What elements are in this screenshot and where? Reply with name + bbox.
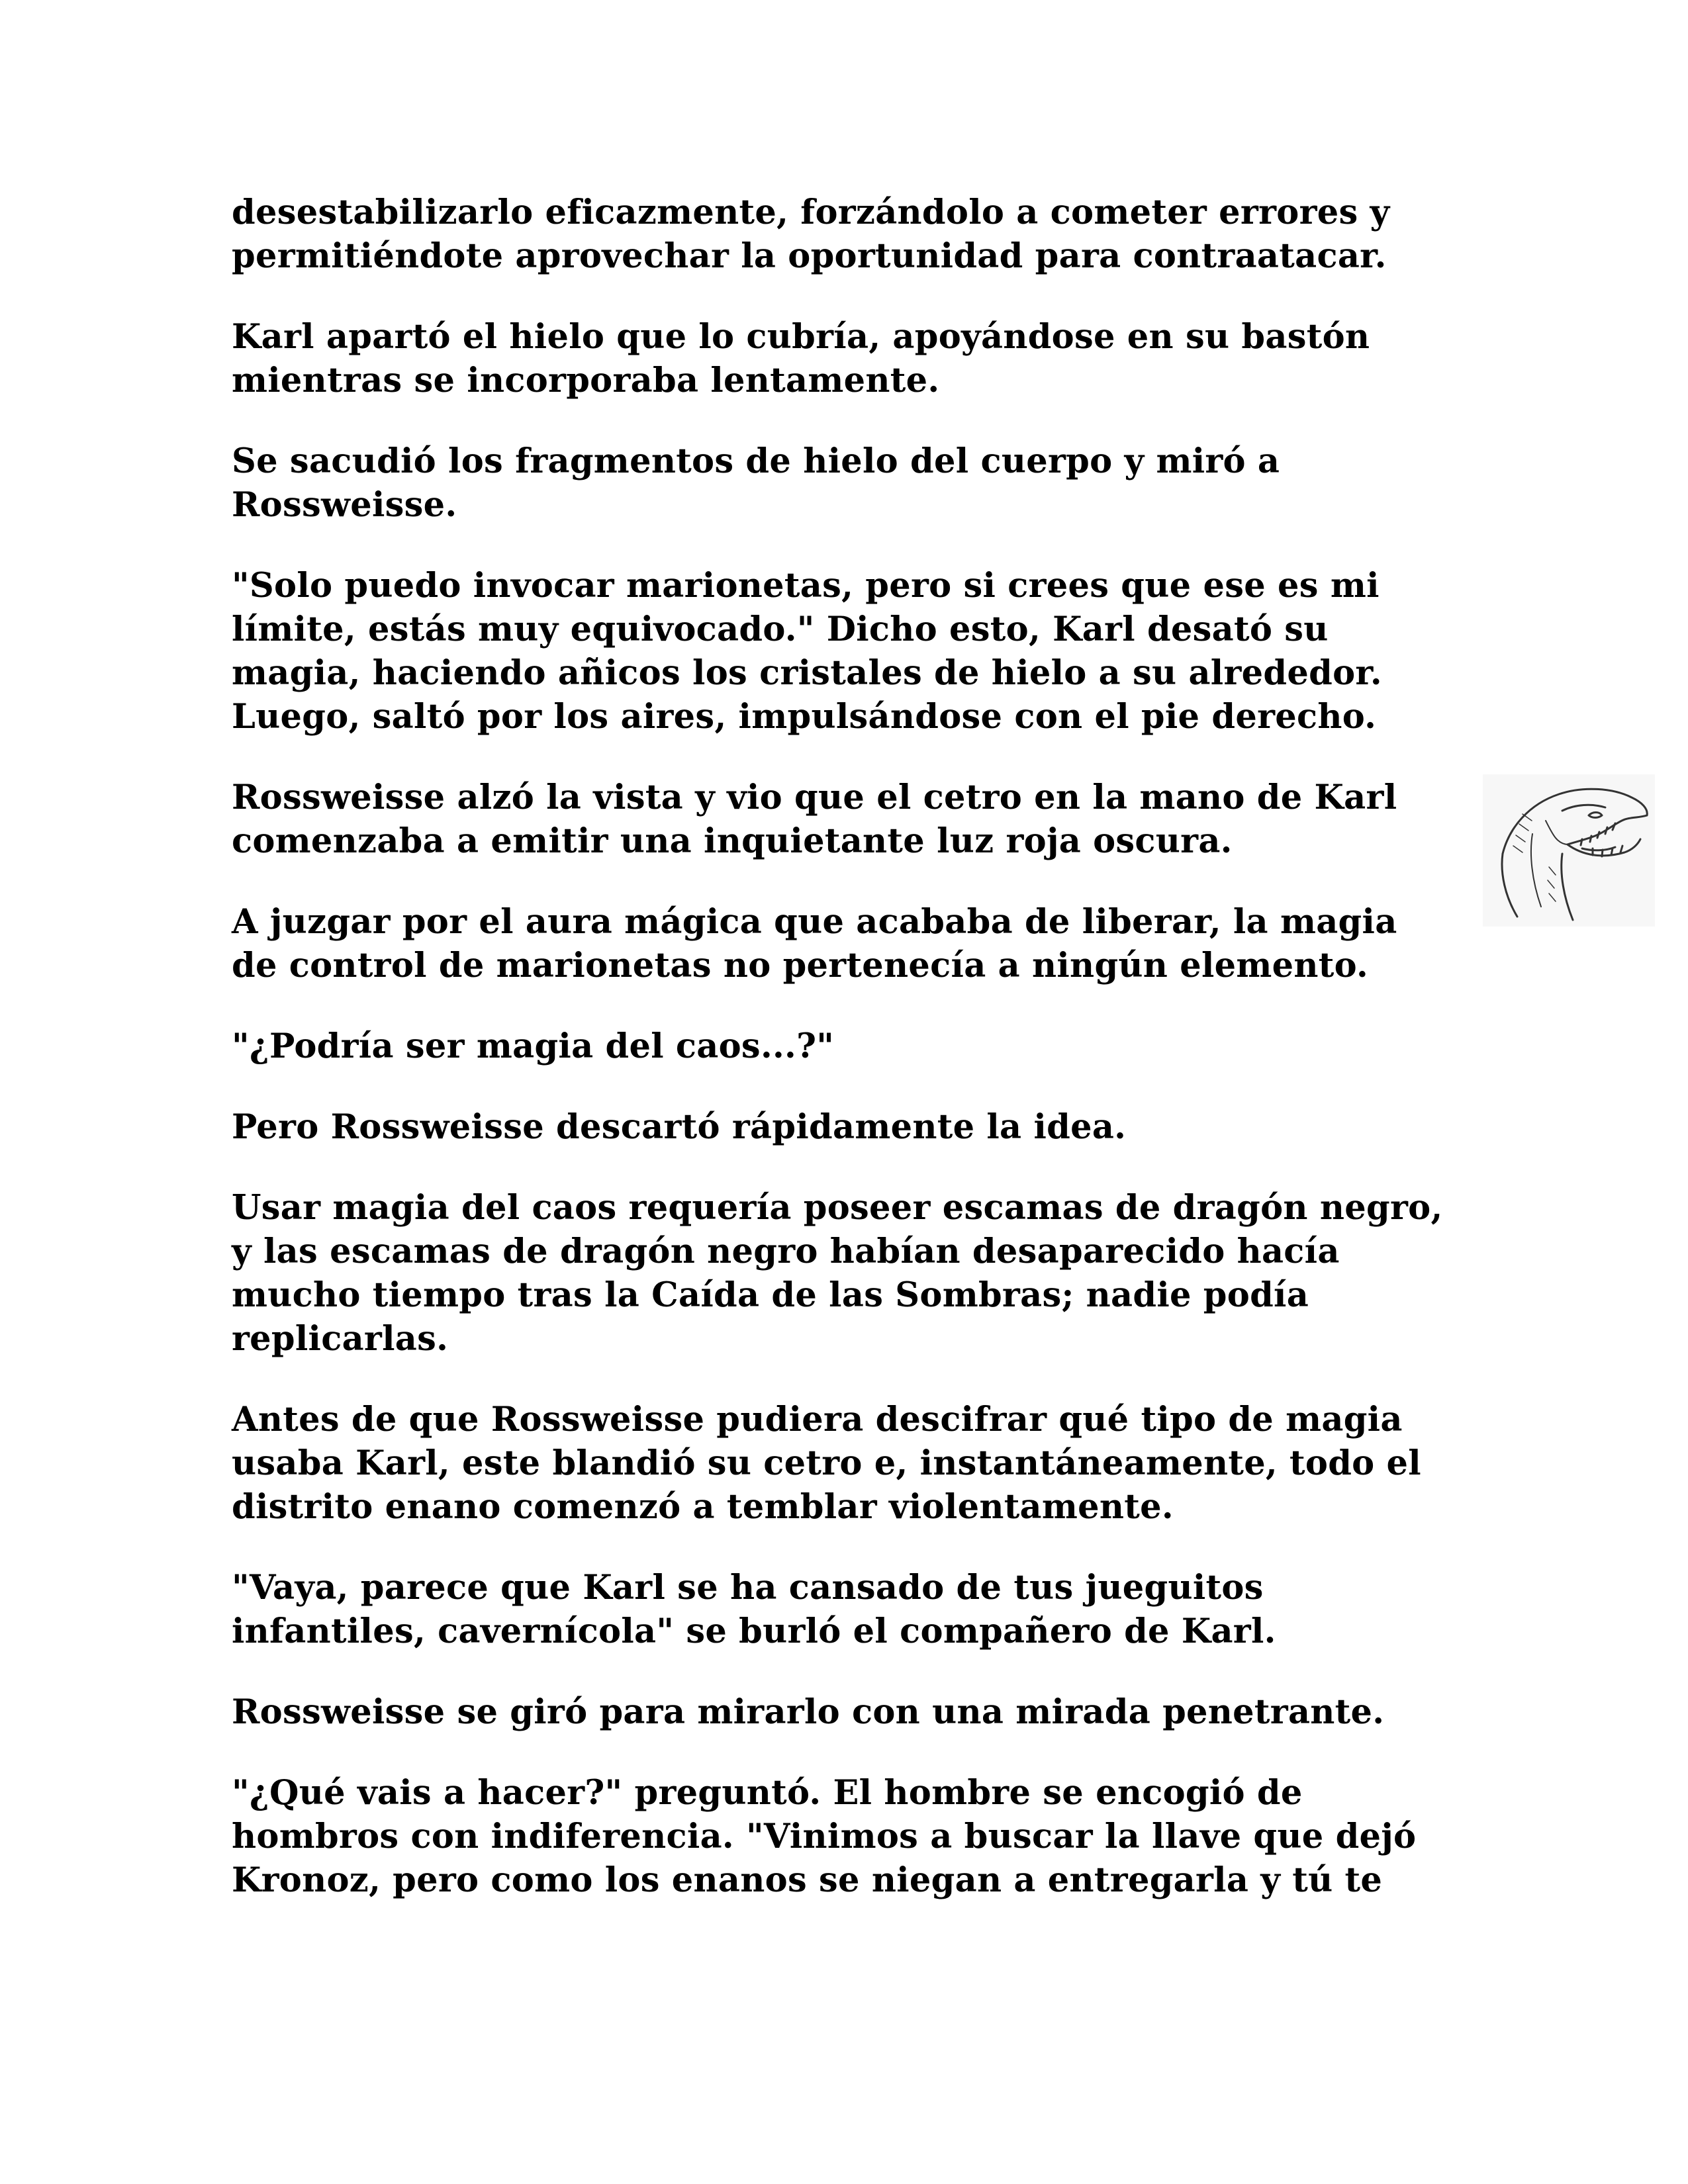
paragraph	[232, 315, 1463, 402]
text-line: replicarlas.	[232, 1319, 449, 1359]
paragraph	[232, 1024, 1463, 1068]
text-line: "¿Qué vais a hacer?" preguntó. El hombre se encogió de	[232, 1773, 1303, 1813]
text-line: usaba Karl, este blandió su cetro e, instantáneamente, todo el	[232, 1443, 1421, 1483]
paragraph	[232, 1771, 1463, 1902]
text-line: Se sacudió los fragmentos de hielo del cuerpo y miró a	[232, 441, 1280, 481]
text-line: distrito enano comenzó a temblar violentamente.	[232, 1487, 1174, 1527]
text-line: Karl apartó el hielo que lo cubría, apoyándose en su bastón	[232, 317, 1370, 357]
paragraph	[232, 1566, 1463, 1653]
paragraph	[232, 776, 1463, 863]
paragraph	[232, 1105, 1463, 1149]
text-line: Usar magia del caos requería poseer escamas de dragón negro,	[232, 1188, 1443, 1228]
paragraph	[232, 1690, 1463, 1734]
paragraph	[232, 1398, 1463, 1529]
text-line: "¿Podría ser magia del caos...?"	[232, 1026, 835, 1066]
text-line: mucho tiempo tras la Caída de las Sombras; nadie podía	[232, 1275, 1309, 1315]
paragraph	[232, 564, 1463, 739]
paragraph	[232, 1186, 1463, 1361]
text-line: "Vaya, parece que Karl se ha cansado de tus jueguitos	[232, 1568, 1264, 1608]
paragraph	[232, 900, 1463, 987]
text-line: Rossweisse alzó la vista y vio que el cetro en la mano de Karl	[232, 778, 1397, 817]
dinosaur-head-sketch-icon	[1483, 774, 1655, 927]
text-line: Luego, saltó por los aires, impulsándose con el pie derecho.	[232, 697, 1377, 737]
text-line: Rossweisse se giró para mirarlo con una mirada penetrante.	[232, 1692, 1385, 1732]
text-line: magia, haciendo añicos los cristales de hielo a su alrededor.	[232, 653, 1382, 693]
body-text	[232, 191, 1463, 1939]
text-line: Kronoz, pero como los enanos se niegan a entregarla y tú te	[232, 1860, 1383, 1900]
text-line: de control de marionetas no pertenecía a ningún elemento.	[232, 946, 1369, 985]
paragraph	[232, 191, 1463, 278]
text-line: hombros con indiferencia. "Vinimos a buscar la llave que dejó	[232, 1817, 1417, 1856]
text-line: desestabilizarlo eficazmente, forzándolo a cometer errores y	[232, 193, 1390, 232]
text-line: infantiles, cavernícola" se burló el compañero de Karl.	[232, 1612, 1276, 1651]
text-line: mientras se incorporaba lentamente.	[232, 361, 940, 400]
text-line: A juzgar por el aura mágica que acababa de liberar, la magia	[232, 902, 1397, 942]
text-line: y las escamas de dragón negro habían desaparecido hacía	[232, 1232, 1340, 1271]
text-line: Pero Rossweisse descartó rápidamente la idea.	[232, 1107, 1127, 1147]
text-line: "Solo puedo invocar marionetas, pero si crees que ese es mi	[232, 566, 1380, 606]
text-line: comenzaba a emitir una inquietante luz roja oscura.	[232, 821, 1233, 861]
text-line: Rossweisse.	[232, 485, 457, 525]
text-line: límite, estás muy equivocado." Dicho esto, Karl desató su	[232, 610, 1329, 649]
paragraph	[232, 439, 1463, 527]
text-line: permitiéndote aprovechar la oportunidad para contraatacar.	[232, 236, 1387, 276]
text-line: Antes de que Rossweisse pudiera descifrar qué tipo de magia	[232, 1400, 1403, 1439]
